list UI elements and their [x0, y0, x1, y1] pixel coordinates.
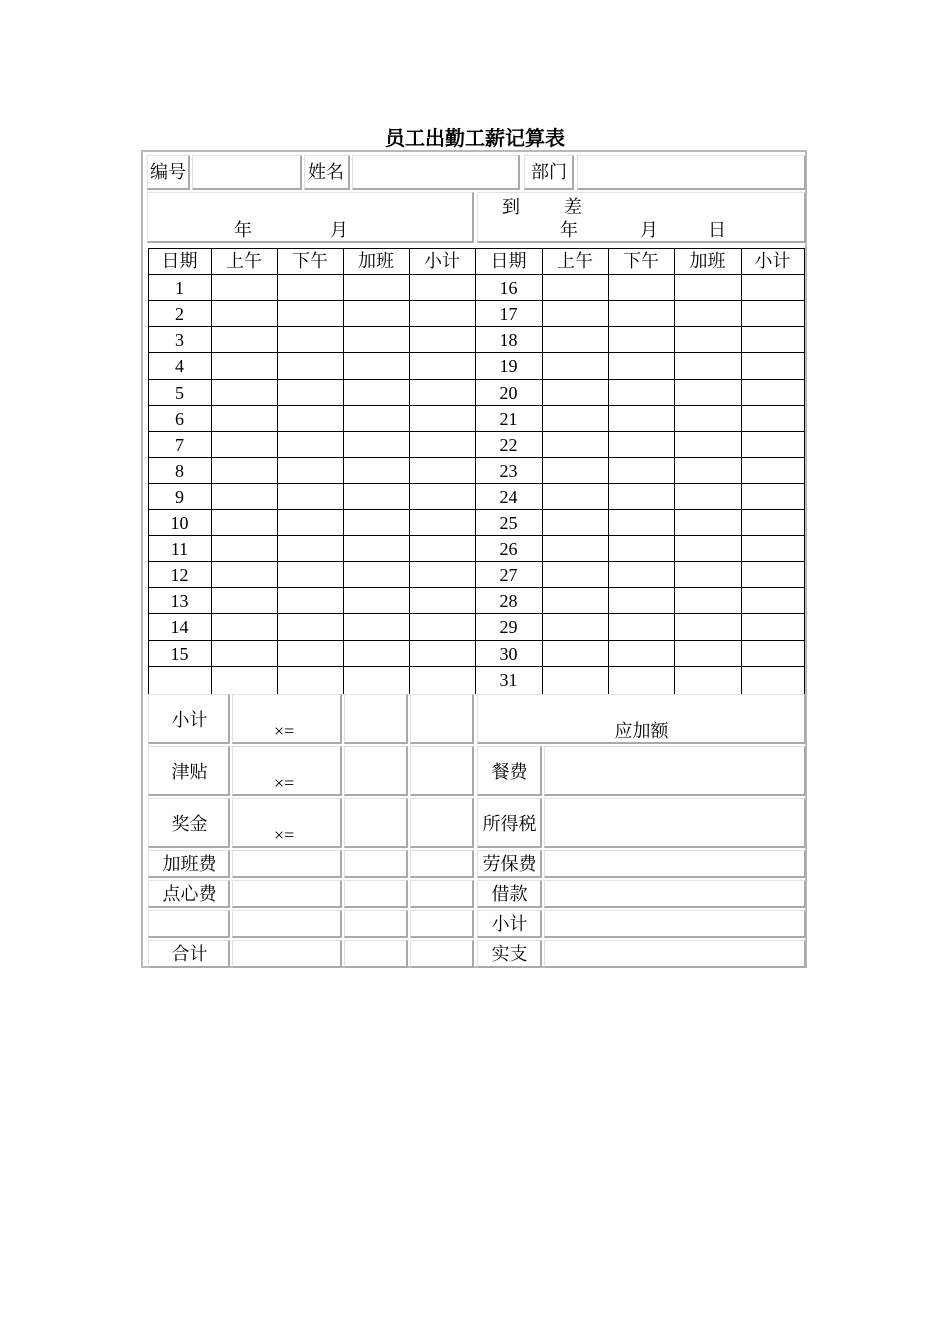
- attendance-cell[interactable]: [344, 380, 409, 404]
- summary-field[interactable]: [410, 850, 474, 878]
- col-header-left-3: 加班: [358, 251, 394, 271]
- attendance-cell[interactable]: [410, 536, 475, 560]
- attendance-cell[interactable]: [212, 432, 277, 456]
- salary-form: [141, 150, 807, 968]
- deduction-label: 小计: [491, 914, 528, 934]
- summary-field[interactable]: [344, 850, 408, 878]
- attendance-cell[interactable]: [344, 275, 409, 299]
- attendance-cell[interactable]: [675, 641, 741, 665]
- attendance-cell[interactable]: [742, 275, 804, 299]
- attendance-cell[interactable]: [278, 406, 343, 430]
- day-number: 20: [499, 383, 518, 403]
- dept-field[interactable]: [577, 155, 806, 190]
- attendance-cell[interactable]: [609, 380, 674, 404]
- attendance-cell[interactable]: [675, 484, 741, 508]
- deduction-label: 实支: [491, 944, 528, 964]
- attendance-cell[interactable]: [609, 484, 674, 508]
- attendance-cell[interactable]: [742, 562, 804, 586]
- attendance-cell[interactable]: [212, 380, 277, 404]
- summary-field[interactable]: [232, 850, 342, 878]
- attendance-cell[interactable]: [212, 588, 277, 612]
- summary-field[interactable]: [232, 910, 342, 938]
- attendance-cell[interactable]: [212, 275, 277, 299]
- attendance-cell[interactable]: [543, 275, 608, 299]
- day-number: 21: [499, 409, 518, 429]
- attendance-cell[interactable]: [410, 353, 475, 377]
- day-number: 16: [499, 278, 518, 298]
- attendance-cell[interactable]: [543, 667, 608, 691]
- attendance-cell[interactable]: [278, 562, 343, 586]
- day-number: 24: [499, 487, 518, 507]
- attendance-cell[interactable]: [675, 301, 741, 325]
- deduction-label: 所得税: [482, 814, 537, 834]
- attendance-cell[interactable]: [344, 406, 409, 430]
- attendance-cell[interactable]: [609, 301, 674, 325]
- year-label: 年: [234, 220, 252, 240]
- attendance-cell[interactable]: [212, 406, 277, 430]
- deduction-label: 餐费: [491, 762, 528, 782]
- attendance-cell[interactable]: [278, 275, 343, 299]
- attendance-cell[interactable]: [212, 536, 277, 560]
- summary-label: 津贴: [171, 762, 208, 782]
- attendance-cell[interactable]: [344, 614, 409, 638]
- attendance-cell[interactable]: [742, 667, 804, 691]
- summary-field[interactable]: [410, 798, 474, 848]
- attendance-cell[interactable]: [212, 641, 277, 665]
- attendance-cell[interactable]: [344, 641, 409, 665]
- attendance-cell[interactable]: [212, 458, 277, 482]
- attendance-cell[interactable]: [675, 536, 741, 560]
- attendance-cell[interactable]: [675, 432, 741, 456]
- attendance-cell[interactable]: [543, 562, 608, 586]
- deduction-field[interactable]: [544, 910, 806, 938]
- attendance-cell[interactable]: [344, 588, 409, 612]
- day-number: 7: [175, 435, 184, 455]
- deduction-field[interactable]: [544, 798, 806, 848]
- add-header: 应加额: [614, 721, 669, 741]
- attendance-cell[interactable]: [410, 301, 475, 325]
- attendance-cell[interactable]: [742, 406, 804, 430]
- attendance-cell[interactable]: [675, 588, 741, 612]
- day-number: 2: [175, 304, 184, 324]
- deduction-label: 借款: [491, 884, 528, 904]
- summary-field[interactable]: [410, 880, 474, 908]
- attendance-cell[interactable]: [212, 327, 277, 351]
- summary-label-cell: [148, 910, 230, 938]
- summary-field[interactable]: [410, 940, 474, 968]
- attendance-cell[interactable]: [543, 614, 608, 638]
- attendance-cell[interactable]: [344, 327, 409, 351]
- attendance-cell[interactable]: [609, 614, 674, 638]
- summary-label: 合计: [171, 944, 208, 964]
- attendance-cell[interactable]: [742, 484, 804, 508]
- grid-line-v: [804, 248, 805, 694]
- summary-field[interactable]: [344, 746, 408, 796]
- attendance-cell[interactable]: [675, 327, 741, 351]
- day-number: 17: [499, 304, 518, 324]
- attendance-cell[interactable]: [742, 536, 804, 560]
- summary-label: 奖金: [171, 814, 208, 834]
- attendance-cell[interactable]: [278, 536, 343, 560]
- summary-field[interactable]: [344, 880, 408, 908]
- deduction-field[interactable]: [544, 880, 806, 908]
- deduction-field[interactable]: [544, 940, 806, 968]
- attendance-cell[interactable]: [543, 641, 608, 665]
- attendance-cell[interactable]: [609, 327, 674, 351]
- attendance-cell[interactable]: [212, 301, 277, 325]
- day-number: 15: [170, 644, 189, 664]
- attendance-cell[interactable]: [675, 614, 741, 638]
- attendance-cell[interactable]: [212, 484, 277, 508]
- attendance-cell[interactable]: [543, 327, 608, 351]
- attendance-cell[interactable]: [609, 667, 674, 691]
- month2-label: 月: [640, 220, 658, 240]
- day-number: 6: [175, 409, 184, 429]
- attendance-cell[interactable]: [543, 588, 608, 612]
- name-field[interactable]: [352, 155, 520, 190]
- attendance-cell[interactable]: [410, 380, 475, 404]
- attendance-cell[interactable]: [609, 275, 674, 299]
- summary-field[interactable]: [344, 798, 408, 848]
- attendance-cell[interactable]: [742, 614, 804, 638]
- attendance-cell[interactable]: [410, 510, 475, 534]
- day-number: 9: [175, 487, 184, 507]
- summary-field[interactable]: [410, 746, 474, 796]
- day-number: 25: [499, 513, 518, 533]
- attendance-cell[interactable]: [410, 275, 475, 299]
- attendance-cell[interactable]: [543, 301, 608, 325]
- attendance-cell[interactable]: [543, 536, 608, 560]
- arrive-label: 到: [502, 197, 520, 217]
- summary-field[interactable]: [344, 694, 408, 744]
- day-number: 23: [499, 461, 518, 481]
- col-header-right-2: 下午: [623, 251, 659, 271]
- attendance-cell[interactable]: [543, 353, 608, 377]
- attendance-cell[interactable]: [742, 588, 804, 612]
- attendance-cell[interactable]: [344, 353, 409, 377]
- attendance-cell[interactable]: [675, 562, 741, 586]
- attendance-cell[interactable]: [278, 510, 343, 534]
- col-header-right-0: 日期: [490, 251, 527, 271]
- attendance-cell[interactable]: [278, 588, 343, 612]
- attendance-cell[interactable]: [675, 380, 741, 404]
- attendance-cell[interactable]: [410, 588, 475, 612]
- attendance-cell[interactable]: [344, 484, 409, 508]
- attendance-cell[interactable]: [543, 484, 608, 508]
- attendance-cell[interactable]: [675, 667, 741, 691]
- attendance-cell[interactable]: [278, 432, 343, 456]
- attendance-cell[interactable]: [609, 432, 674, 456]
- attendance-cell[interactable]: [675, 275, 741, 299]
- attendance-cell[interactable]: [344, 301, 409, 325]
- attendance-cell[interactable]: [410, 432, 475, 456]
- day-number: 19: [499, 356, 518, 376]
- attendance-cell[interactable]: [675, 510, 741, 534]
- multiply-sign: ×=: [274, 721, 295, 741]
- attendance-cell[interactable]: [278, 458, 343, 482]
- col-header-left-2: 下午: [292, 251, 328, 271]
- attendance-cell[interactable]: [742, 301, 804, 325]
- attendance-cell[interactable]: [609, 458, 674, 482]
- attendance-cell[interactable]: [344, 562, 409, 586]
- attendance-cell[interactable]: [410, 406, 475, 430]
- attendance-cell[interactable]: [212, 562, 277, 586]
- day-number: 31: [499, 670, 518, 690]
- summary-field[interactable]: [410, 694, 474, 744]
- page-title: 员工出勤工薪记算表: [385, 128, 565, 150]
- day-number: 22: [499, 435, 518, 455]
- day-number: 27: [499, 565, 518, 585]
- multiply-sign: ×=: [274, 773, 295, 793]
- name-label: 姓名: [308, 162, 344, 182]
- deduction-label: 劳保费: [482, 854, 537, 874]
- summary-field[interactable]: [232, 880, 342, 908]
- col-header-right-3: 加班: [689, 251, 726, 271]
- day-number: 18: [499, 330, 518, 350]
- day-number: 5: [175, 383, 184, 403]
- multiply-sign: ×=: [274, 825, 295, 845]
- attendance-cell[interactable]: [344, 432, 409, 456]
- summary-field[interactable]: [344, 940, 408, 968]
- day-number: 4: [175, 356, 184, 376]
- day-number: 12: [170, 565, 189, 585]
- attendance-cell[interactable]: [609, 641, 674, 665]
- day-label: 日: [708, 220, 726, 240]
- attendance-cell[interactable]: [742, 353, 804, 377]
- attendance-cell[interactable]: [742, 510, 804, 534]
- attendance-cell[interactable]: [278, 353, 343, 377]
- attendance-cell[interactable]: [742, 380, 804, 404]
- diff-label: 差: [564, 197, 582, 217]
- col-header-left-0: 日期: [161, 251, 198, 271]
- day-number: 29: [499, 617, 518, 637]
- grid-line-h: [148, 248, 804, 249]
- attendance-cell[interactable]: [742, 327, 804, 351]
- month-label: 月: [330, 220, 348, 240]
- period-field[interactable]: [147, 192, 474, 243]
- attendance-cell[interactable]: [410, 614, 475, 638]
- attendance-cell[interactable]: [212, 353, 277, 377]
- attendance-cell[interactable]: [278, 614, 343, 638]
- attendance-cell[interactable]: [344, 510, 409, 534]
- attendance-cell[interactable]: [212, 614, 277, 638]
- day-number: 1: [175, 278, 184, 298]
- attendance-cell[interactable]: [675, 458, 741, 482]
- attendance-cell[interactable]: [543, 458, 608, 482]
- summary-label: 小计: [171, 710, 208, 730]
- attendance-cell[interactable]: [609, 353, 674, 377]
- attendance-cell[interactable]: [278, 484, 343, 508]
- attendance-cell[interactable]: [344, 458, 409, 482]
- attendance-cell[interactable]: [410, 327, 475, 351]
- day-number: 10: [170, 513, 189, 533]
- deduction-field[interactable]: [544, 850, 806, 878]
- attendance-cell[interactable]: [742, 641, 804, 665]
- attendance-cell[interactable]: [609, 536, 674, 560]
- attendance-cell[interactable]: [543, 406, 608, 430]
- attendance-cell[interactable]: [278, 641, 343, 665]
- day-number: 8: [175, 461, 184, 481]
- deduction-field[interactable]: [544, 746, 806, 796]
- attendance-cell[interactable]: [609, 406, 674, 430]
- summary-field[interactable]: [232, 940, 342, 968]
- summary-field[interactable]: [410, 910, 474, 938]
- attendance-cell[interactable]: [543, 510, 608, 534]
- attendance-cell[interactable]: [609, 510, 674, 534]
- attendance-cell[interactable]: [675, 406, 741, 430]
- day-number: 13: [170, 591, 189, 611]
- col-header-right-1: 上午: [557, 251, 593, 271]
- attendance-cell[interactable]: [278, 380, 343, 404]
- id-label: 编号: [150, 162, 186, 182]
- day-number: 3: [175, 330, 184, 350]
- attendance-cell[interactable]: [344, 536, 409, 560]
- attendance-cell[interactable]: [278, 301, 343, 325]
- summary-label: 加班费: [162, 854, 217, 874]
- day-number: 26: [499, 539, 518, 559]
- day-number: 14: [170, 617, 189, 637]
- day-number: 11: [170, 539, 189, 559]
- attendance-cell[interactable]: [543, 432, 608, 456]
- attendance-cell[interactable]: [410, 484, 475, 508]
- col-header-right-4: 小计: [754, 251, 791, 271]
- attendance-cell[interactable]: [742, 432, 804, 456]
- dept-label: 部门: [531, 162, 567, 182]
- attendance-cell[interactable]: [675, 353, 741, 377]
- day-number: 30: [499, 644, 518, 664]
- attendance-cell[interactable]: [609, 562, 674, 586]
- summary-field[interactable]: [344, 910, 408, 938]
- attendance-cell[interactable]: [742, 458, 804, 482]
- attendance-cell[interactable]: [410, 458, 475, 482]
- day-number: 28: [499, 591, 518, 611]
- attendance-cell[interactable]: [410, 641, 475, 665]
- id-field[interactable]: [192, 155, 302, 190]
- attendance-cell[interactable]: [410, 562, 475, 586]
- year2-label: 年: [560, 220, 578, 240]
- attendance-cell[interactable]: [609, 588, 674, 612]
- attendance-cell[interactable]: [278, 327, 343, 351]
- col-header-left-1: 上午: [226, 251, 262, 271]
- attendance-cell[interactable]: [543, 380, 608, 404]
- attendance-cell[interactable]: [212, 510, 277, 534]
- col-header-left-4: 小计: [424, 251, 460, 271]
- summary-label: 点心费: [162, 884, 217, 904]
